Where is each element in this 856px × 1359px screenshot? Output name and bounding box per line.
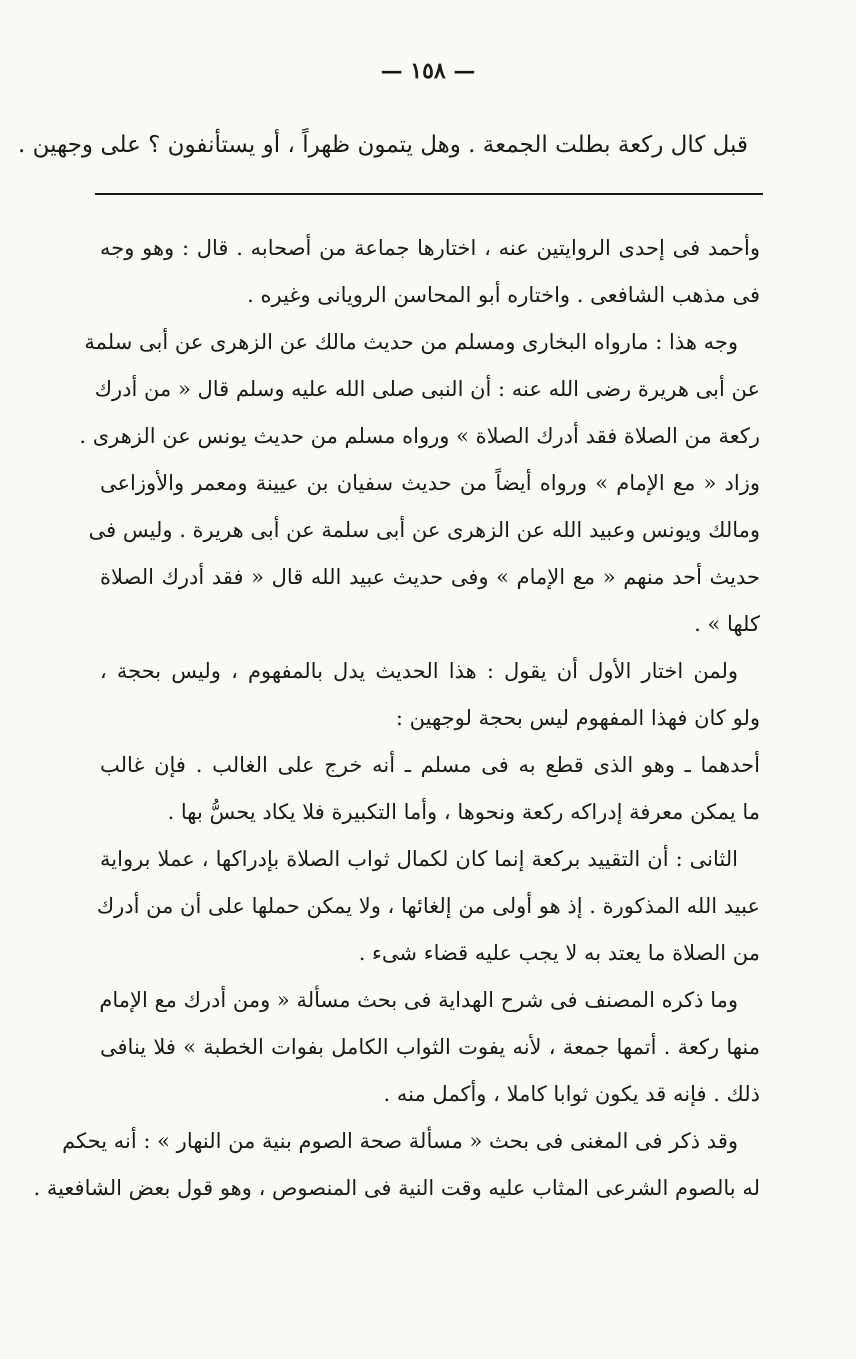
paragraph-3: [100, 648, 760, 742]
paragraph-1: [100, 225, 760, 319]
header-divider: [95, 193, 763, 195]
text-line: فى مذهب الشافعى . واختاره أبو المحاسن الرويانى وغيره .: [247, 283, 760, 307]
text-line: ومالك ويونس وعبيد الله عن الزهرى عن أبى سلمة عن أبى هريرة . وليس فى: [88, 518, 760, 542]
paragraph-4: [100, 742, 760, 836]
running-header-line: قبل كال ركعة بطلت الجمعة . وهل يتمون ظهراً ، أو يستأنفون ؟ على وجهين .: [18, 132, 748, 158]
text-line: حديث أحد منهم « مع الإمام » وفى حديث عبيد الله قال « فقد أدرك الصلاة: [100, 565, 760, 589]
text-line: عبيد الله المذكورة . إذ هو أولى من إلغائها ، ولا يمكن حملها على أن من أدرك: [96, 894, 760, 918]
text-line: ما يمكن معرفة إدراكه ركعة ونحوها ، وأما التكبيرة فلا يكاد يحسُّ بها .: [167, 800, 760, 824]
text-line: عن أبى هريرة رضى الله عنه : أن النبى صلى الله عليه وسلم قال « من أدرك: [94, 377, 760, 401]
text-line: ولمن اختار الأول أن يقول : هذا الحديث يدل بالمفهوم ، وليس بحجة ،: [100, 659, 738, 683]
text-line: وزاد « مع الإمام » ورواه أيضاً من حديث سفيان بن عيينة ومعمر والأوزاعى: [100, 471, 760, 495]
text-line: كلها » .: [694, 612, 760, 636]
text-line: منها ركعة . أتمها جمعة ، لأنه يفوت الثواب الكامل بفوات الخطبة » فلا ينافى: [100, 1035, 760, 1059]
text-line: وأحمد فى إحدى الروايتين عنه ، اختارها جماعة من أصحابه . قال : وهو وجه: [100, 236, 760, 260]
text-line: ولو كان فهذا المفهوم ليس بحجة لوجهين :: [395, 706, 760, 730]
paragraph-5: [96, 836, 760, 977]
paragraph-6: [100, 977, 760, 1118]
paragraph-2: [79, 319, 760, 648]
text-line: له بالصوم الشرعى المثاب عليه وقت النية فى المنصوص ، وهو قول بعض الشافعية .: [33, 1176, 760, 1200]
text-line: من الصلاة ما يعتد به لا يجب عليه قضاء شىء .: [358, 941, 760, 965]
text-line: وقد ذكر فى المغنى فى بحث « مسألة صحة الصوم بنية من النهار » : أنه يحكم: [62, 1129, 738, 1153]
paragraph-7: [33, 1118, 760, 1212]
text-line: وما ذكره المصنف فى شرح الهداية فى بحث مسألة « ومن أدرك مع الإمام: [99, 988, 738, 1012]
text-line: الثانى : أن التقييد بركعة إنما كان لكمال ثواب الصلاة بإدراكها ، عملا برواية: [100, 847, 738, 871]
body-text: [33, 225, 760, 1212]
text-line: ركعة من الصلاة فقد أدرك الصلاة » ورواه مسلم من حديث يونس عن الزهرى .: [79, 424, 760, 448]
text-line: أحدهما ـ وهو الذى قطع به فى مسلم ـ أنه خرج على الغالب . فإن غالب: [100, 753, 760, 777]
text-line: ذلك . فإنه قد يكون ثوابا كاملا ، وأكمل منه .: [383, 1082, 760, 1106]
page-number: — ١٥٨ —: [380, 58, 476, 84]
text-line: وجه هذا : مارواه البخارى ومسلم من حديث مالك عن الزهرى عن أبى سلمة: [84, 330, 738, 354]
